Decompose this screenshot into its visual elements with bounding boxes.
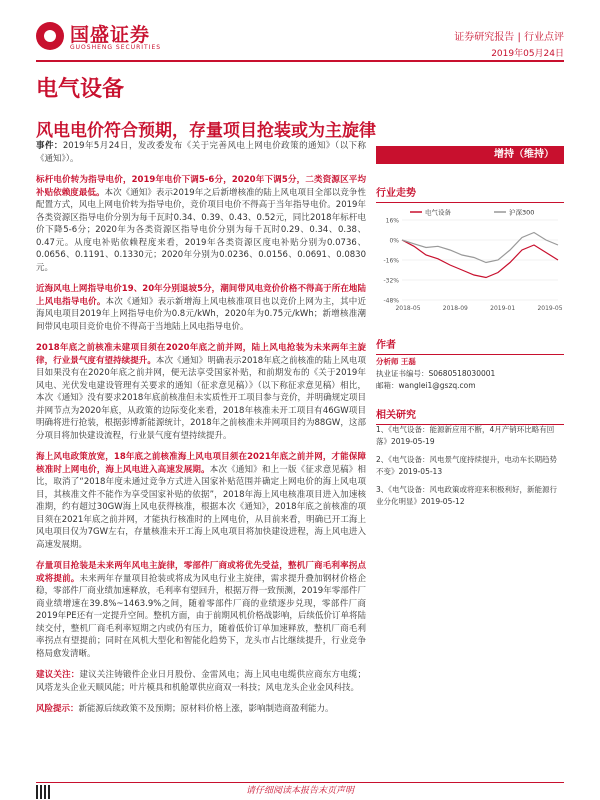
y-tick-label: 16% <box>385 217 399 225</box>
related-list <box>376 424 564 514</box>
x-tick-label: 2019-05 <box>537 305 563 312</box>
related-item[interactable]: 1、《电气设备：能源新应用不断，4月产销环比略有回落》2019-05-19 <box>376 425 555 446</box>
paragraph-lead: 2018年底之前核准未建项目须在2020年底之前并网，陆上风电抢装为未来两年主旋律，行业景气度有望持续提升。 <box>36 343 366 366</box>
trend-heading: 行业走势 <box>376 184 564 203</box>
paragraph-lead: 风险提示： <box>36 704 79 714</box>
legend-label: 电气设备 <box>425 208 451 217</box>
footer-note: 请仔细阅读本报告末页声明 <box>245 786 354 796</box>
paragraph-text: 本次《通知》明确表示2018年底之前核准的陆上风电项目如果没有在2020年底之前并网，便无法享受国家补贴，和前期发布的《关于2019年风电、光伏发电建设管理有关要求的通知（征求意见稿）》（以下称征求意见稿）相比，本次《通知》没有要求2018年底前核准但未实质性开工项目参与竞价，并明确规定项目并网节点为2020年底，从政策的边际变化来看，2018年核准未开工项目有46GW项目明确将进行抢装，根据彭博新能源统计，2018年之前核准未并网项目约为88GW，这部分项目将加快建设流程，行业景气度有望持续提升。 <box>36 355 366 441</box>
body-paragraph <box>36 140 366 165</box>
related-item[interactable]: 2、《电气设备：风电景气度持续提升，电动车长期趋势不变》2019-05-13 <box>376 455 558 476</box>
report-body <box>36 140 366 725</box>
industry-trend-chart <box>376 206 564 316</box>
body-paragraph <box>36 669 366 694</box>
paragraph-lead: 事件： <box>36 141 63 151</box>
author-info <box>376 356 564 392</box>
x-tick-label: 2018-05 <box>395 305 421 312</box>
analyst-label: 分析师 <box>376 357 399 366</box>
company-logo <box>36 20 166 54</box>
body-paragraph <box>36 703 366 716</box>
analyst-email[interactable]: 邮箱：wanglei1@gszq.com <box>376 381 476 390</box>
header-divider <box>36 60 564 62</box>
legend-label: 沪深300 <box>509 208 535 217</box>
paragraph-text: 本次《通知》和上一版《征求意见稿》相比，取消了“2018年度未通过竞争方式进入国家补贴范围并确定上网电价的海上风电项目，其核准文件不能作为享受国家补贴的依据”，2018年海上风电核准项目进入加速核准期，约有超过30GW海上风电获得核准，根据本次《通知》，2018年底之前核准的项目须在2021年底之前并网，才能执行核准时的上网电价，从目前来看，明确已开工海上风电项目仅为7GW左右，存量核准未开工海上风电项目将加快建设进程，海上风电进入高速发展期。 <box>36 464 366 550</box>
x-tick-label: 2019-01 <box>490 305 516 312</box>
paragraph-text: 本次《通知》表示2019年之后新增核准的陆上风电项目全部以竞争性配置方式，风电上网电价转为指导电价，竞价项目电价不得高于当年指导电价。2019年各类资源区指导电价分别为每千瓦时0.34、0.39、0.43、0.52元，同比2018年标杆电价下降5-6分；2020年为各类资源区指导电价分别为每千瓦时0.29、0.34、0.38、0.47元。从度电补贴依赖程度来看，2019年各类资源区度电补贴分别为0.0736、0.0656、0.1191、0.1330元；2020年分别为0.0236、0.0156、0.0691、0.0830元。 <box>36 187 366 273</box>
paragraph-lead: 建议关注： <box>36 670 80 680</box>
body-paragraph <box>36 174 366 274</box>
y-tick-label: -16% <box>383 257 399 265</box>
author-heading: 作者 <box>376 336 564 355</box>
logo-text: 国盛证券 <box>70 24 151 46</box>
y-tick-label: -48% <box>383 297 399 305</box>
body-paragraph <box>36 560 366 660</box>
paragraph-lead: 存量项目抢装是未来两年风电主旋律，零部件厂商或将优先受益，整机厂商毛利率拐点或将提前。 <box>36 561 366 584</box>
logo-subtext: GUOSHENG SECURITIES <box>70 44 162 51</box>
related-heading: 相关研究 <box>376 406 564 425</box>
body-paragraph <box>36 342 366 442</box>
paragraph-text: 本次《通知》表示新增海上风电核准项目也以竞价上网为主，其中近海风电项目2019年上网指导电价为0.8元/kWh，2020年为0.75元/kWh；新增核准潮间带风电项目竞价电价不得高于当地陆上风电指导电价。 <box>36 296 366 332</box>
y-tick-label: 0% <box>389 237 399 245</box>
paragraph-lead: 标杆电价转为指导电价，2019年电价下调5-6分，2020年下调5分，二类资源区平均补贴依赖度最低。 <box>36 175 366 198</box>
paragraph-text: 新能源后续政策不及预期；原材料价格上涨，影响制造商盈利能力。 <box>78 704 334 714</box>
y-tick-label: -32% <box>383 277 399 285</box>
cert-number: 执业证书编号：S0680518030001 <box>376 369 496 378</box>
analyst-name: 王磊 <box>400 357 416 366</box>
report-type: 证券研究报告 | 行业点评 <box>454 32 564 43</box>
sector-title: 电气设备 <box>36 77 125 102</box>
paragraph-lead: 近海风电上网指导电价19、20年分别退坡5分，潮间带风电竞价价格不得高于所在地陆上风电指导电价。 <box>36 284 366 307</box>
body-paragraph <box>36 283 366 333</box>
report-title: 风电电价符合预期，存量项目抢装或为主旋律 <box>36 121 376 141</box>
report-date: 2019年05月24日 <box>491 49 564 59</box>
rating-badge: 增持（维持） <box>376 146 564 164</box>
paragraph-lead: 海上风电政策放宽，18年底之前核准海上风电项目须在2021年底之前并网，才能保障核准时上网电价，海上风电进入高速发展期。 <box>36 452 366 475</box>
paragraph-text: 2019年5月24日，发改委发布《关于完善风电上网电价政策的通知》（以下称《通知》）。 <box>36 141 366 164</box>
x-tick-label: 2018-09 <box>442 305 468 312</box>
logo-mark-icon <box>36 22 64 50</box>
series-line <box>402 233 558 263</box>
related-item[interactable]: 3、《电气设备：风电政策或将迎来积极利好，新能源行业分化明显》2019-05-12 <box>376 485 558 506</box>
series-line <box>402 240 558 278</box>
body-paragraph <box>36 451 366 551</box>
paragraph-text: 未来两年存量项目抢装或将成为风电行业主旋律，需求提升叠加钢材价格企稳，零部件厂商业绩加速释放，毛利率有望回升，根据万得一致预测，2019年零部件厂商业绩增速在39.8%~1463.9%之间，随着零部件厂商的业绩逐步兑现，零部件厂商2019年PE还有一定提升空间。整机方面，由于前期风机价格战影响，后续低价订单将陆续交付，整机厂商毛利率短期之内或仍有压力，随着低价订单加速释放，整机厂商毛利率拐点有望提前；同时在风机大型化和智能化趋势下，龙头市占比继续提升，行业竞争格局愈发清晰。 <box>36 573 366 659</box>
paragraph-text: 建议关注铸锻件企业日月股份、金雷风电；海上风电电缆供应商东方电缆；风塔龙头企业天顺风能；叶片模具和机舱罩供应商双一科技；风电龙头企业金风科技。 <box>36 670 366 693</box>
